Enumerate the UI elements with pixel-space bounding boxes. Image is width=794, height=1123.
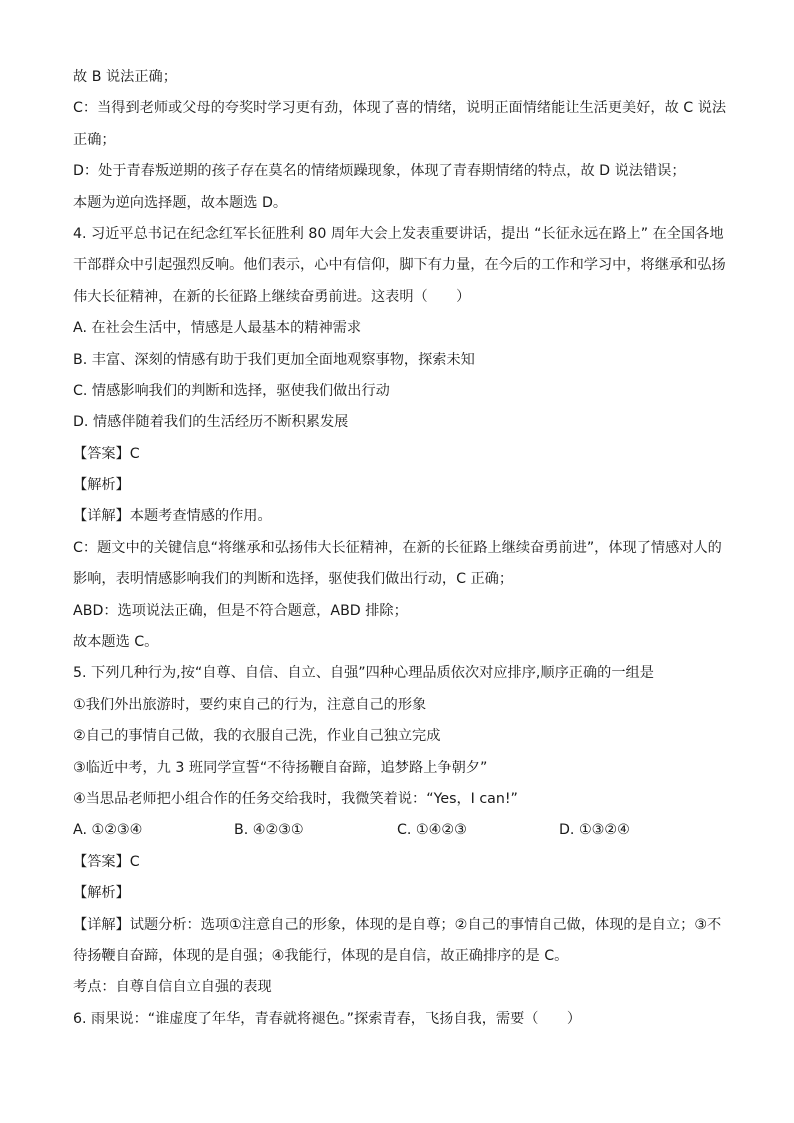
text-line: 本题为逆向选择题，故本题选 D。 [73, 194, 288, 211]
explanation-line: 【详解】试题分析：选项①注意自己的形象，体现的是自尊；②自己的事情自己做，体现的是自立；③不 [73, 916, 722, 933]
question-5-stem: 5. 下列几种行为,按“自尊、自信、自立、自强”四种心理品质依次对应排序,顺序正确的一组是 [73, 665, 654, 682]
answer-label: 【答案】C [73, 445, 140, 462]
explanation-line: 待扬鞭自奋蹄，体现的是自强；④我能行，体现的是自信，故正确排序的是 C。 [73, 947, 569, 964]
question-5-item: ③临近中考，九 3 班同学宣誓“不待扬鞭自奋蹄，追梦路上争朝夕” [73, 759, 488, 776]
document-page [73, 62, 733, 1035]
question-4-stem: 伟大长征精神，在新的长征路上继续奋勇前进。这表明（ ） [73, 288, 471, 305]
question-4-option-b: B. 丰富、深刻的情感有助于我们更加全面地观察事物，探索未知 [73, 351, 475, 368]
explanation-line: 影响，表明情感影响我们的判断和选择，驱使我们做出行动，C 正确； [73, 571, 514, 588]
text-line: D：处于青春叛逆期的孩子存在莫名的情绪烦躁现象，体现了青春期情绪的特点，故 D 说法错误； [73, 163, 686, 180]
explanation-line: 【详解】本题考查情感的作用。 [73, 508, 272, 525]
question-5-options [73, 815, 733, 846]
key-point-line: 考点：自尊自信自立自强的表现 [73, 979, 272, 996]
text-line: 故 B 说法正确； [73, 69, 177, 85]
question-4-stem: 干部群众中引起强烈反响。他们表示，心中有信仰，脚下有力量，在今后的工作和学习中，将继承和弘扬 [73, 257, 726, 274]
text-line: C：当得到老师或父母的夸奖时学习更有劲，体现了喜的情绪，说明正面情绪能让生活更美好，故 C 说法 [73, 100, 727, 117]
question-4-option-d: D. 情感伴随着我们的生活经历不断积累发展 [73, 414, 349, 431]
question-5-option-b: B. ④②③① [234, 822, 304, 839]
text-line: 正确； [73, 131, 116, 148]
question-4-stem: 4. 习近平总书记在纪念红军长征胜利 80 周年大会上发表重要讲话，提出 “长征永远在路上” 在全国各地 [73, 225, 724, 242]
question-6-stem: 6. 雨果说：“谁虚度了年华，青春就将褪色。”探索青春，飞扬自我，需要（ ） [73, 1010, 582, 1027]
question-5-item: ②自己的事情自己做，我的衣服自己洗，作业自己独立完成 [73, 728, 441, 745]
question-5-option-c: C. ①④②③ [397, 822, 467, 839]
question-5-option-d: D. ①③②④ [559, 822, 630, 839]
explanation-line: 故本题选 C。 [73, 634, 159, 651]
question-4-option-a: A. 在社会生活中，情感是人最基本的精神需求 [73, 320, 362, 337]
answer-label: 【答案】C [73, 853, 140, 870]
question-5-item: ④当思品老师把小组合作的任务交给我时，我微笑着说：“Yes，I can!” [73, 790, 518, 807]
analysis-label: 【解析】 [73, 477, 130, 494]
question-5-item: ①我们外出旅游时，要约束自己的行为，注意自己的形象 [73, 696, 427, 713]
explanation-line: ABD：选项说法正确，但是不符合题意，ABD 排除； [73, 602, 408, 619]
question-5-option-a: A. ①②③④ [73, 822, 143, 839]
explanation-line: C：题文中的关键信息“将继承和弘扬伟大长征精神，在新的长征路上继续奋勇前进”，体现了情感对人的 [73, 539, 722, 556]
analysis-label: 【解析】 [73, 885, 130, 902]
question-4-option-c: C. 情感影响我们的判断和选择，驱使我们做出行动 [73, 382, 390, 399]
